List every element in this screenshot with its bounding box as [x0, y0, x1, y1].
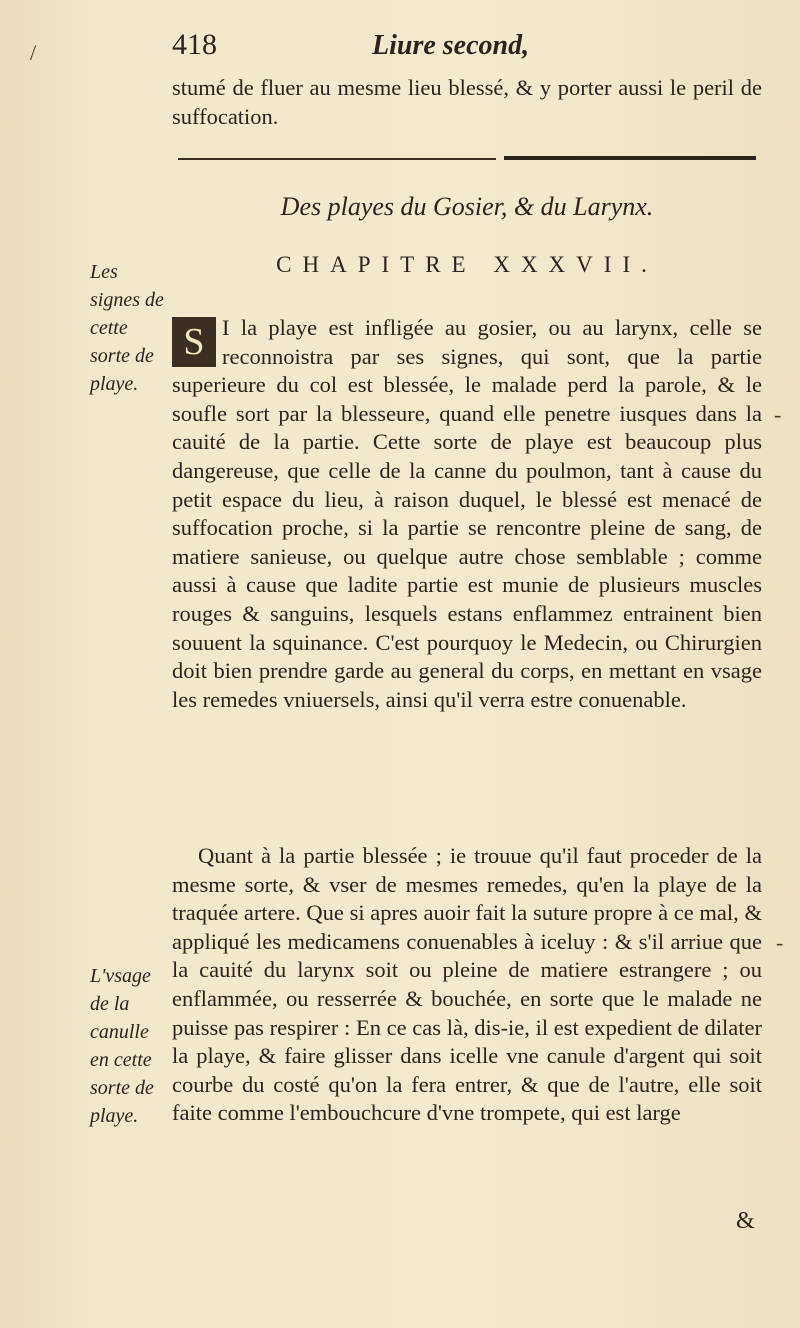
margin-note-signs: Les signes de cette sorte de playe. [90, 261, 164, 395]
running-title: Liure second, [372, 30, 530, 61]
margin-note-canula: L'vsage de la canulle en cette sorte de playe. [90, 965, 154, 1127]
section-divider [178, 156, 756, 162]
page-header [172, 28, 762, 72]
stray-dash-icon: - [774, 402, 782, 427]
paragraph-1-text: I la playe est infligée au gosier, ou au larynx, celle se reconnoistra par ses signes, qui sont, que la partie superieure du col est blessée, le malade perd la parole, & le soufle sort par la blesseure, quand elle penetre iusques dans la cauité de la partie. Cette sorte de playe est beaucoup plus dangereuse, que celle de la canne du poulmon, tant à cause du petit espace du lieu, à raison duquel, le blessé est menacé de suffocation proche, si la partie se rencontre pleine de sang, de matiere sanieuse, ou quelque autre chose semblable ; comme aussi à cause que ladite partie est munie de plusieurs muscles rouges & sanguins, lesquels estans enflammez entrainent bien souuent la squinance. C'est pourquoy le Medecin, ou Chirurgien doit bien prendre garde au general du corps, en mettant en vsage les remedes vniuersels, ainsi qu'il verra estre conuenable. [172, 315, 762, 712]
stray-mark-icon: / [30, 40, 37, 65]
stray-dash-icon-2: - [776, 930, 784, 955]
section-title: Des playes du Gosier, & du Larynx. [280, 192, 654, 221]
chapter-heading: CHAPITRE XXXVII. [276, 252, 658, 277]
paragraph-2: Quant à la partie blessée ; ie trouue qu'il faut proceder de la mesme sorte, & vser de mesmes remedes, qu'en la playe de la traquée artere. Que si apres auoir fait la suture propre à ce mal, & appliqué les medicamens conuenables à iceluy : & s'il arriue que la cauité du larynx soit ou pleine de matiere estrangere ; ou enflammée, ou resserrée & bouchée, en sorte que le malade ne puisse pas respirer : En ce cas là, dis-ie, il est expedient de dilater la playe, & faire glisser dans icelle vne canule d'argent qui soit courbe du costé qu'on la fera entrer, & que de l'autre, elle soit faite comme l'embouchcure d'vne trompete, qui est large [172, 843, 762, 1126]
carryover-text: stumé de fluer au mesme lieu blessé, & y porter aussi le peril de suffocation. [172, 75, 762, 129]
catchword: & [736, 1208, 755, 1234]
divider-thick [504, 156, 756, 160]
paragraph-1 [172, 314, 762, 714]
divider-thin [178, 158, 496, 160]
drop-cap: S [172, 317, 216, 367]
page-number: 418 [172, 28, 217, 61]
